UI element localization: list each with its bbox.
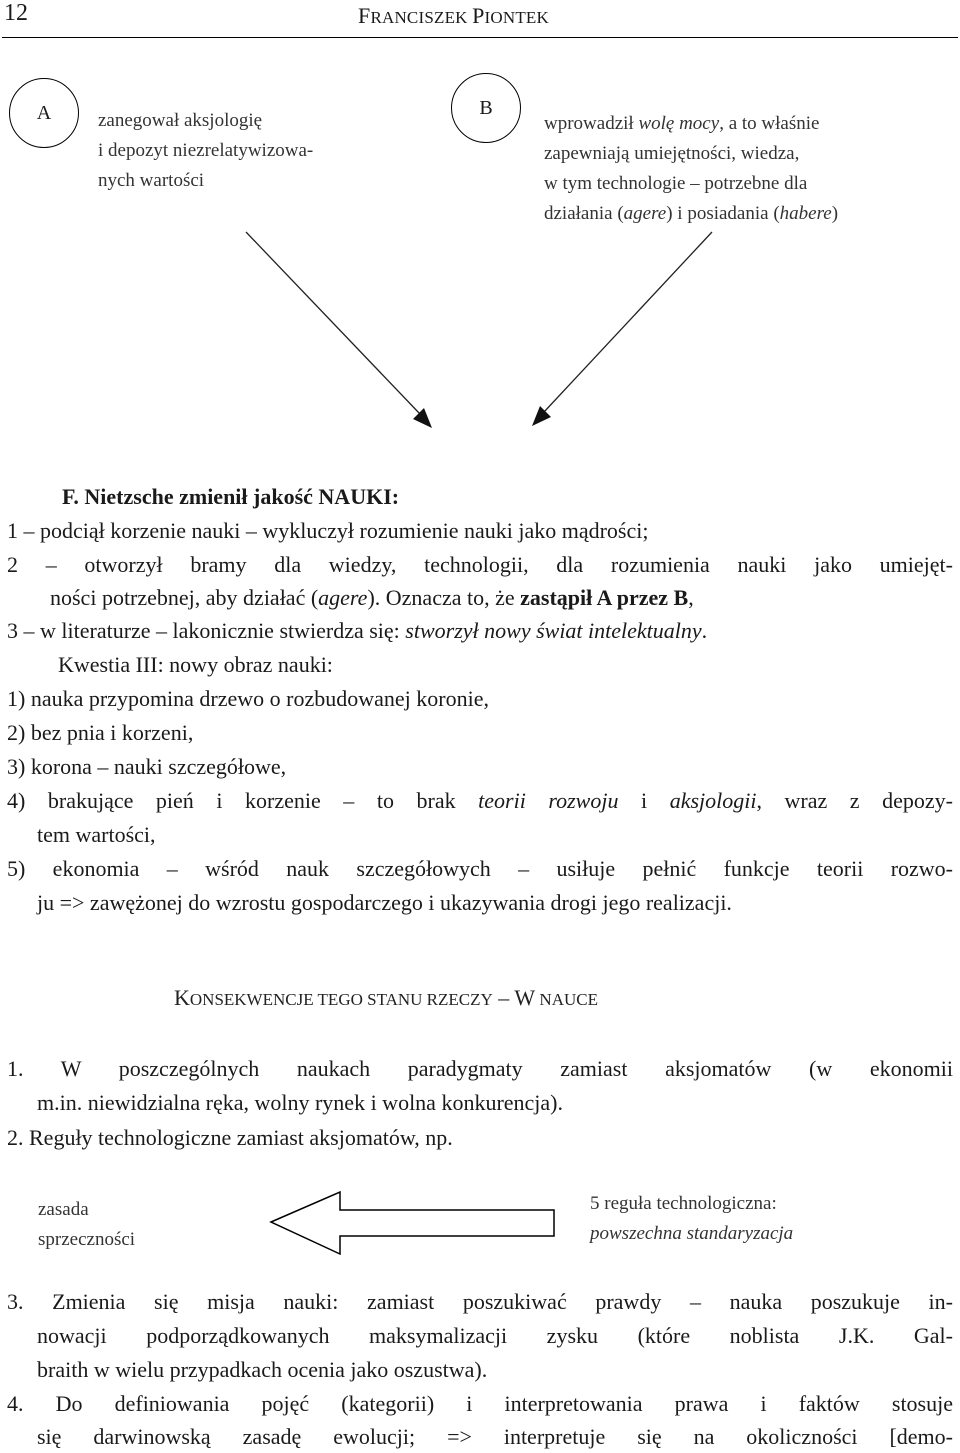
body-agere: agere	[318, 585, 368, 610]
rule-right-title: 5 reguła technologiczna:	[590, 1193, 777, 1214]
arrow-from-a	[246, 232, 432, 428]
point-3: 3. Zmienia się misja nauki: zamiast poszukiwać prawdy – nauka poszukuje in-	[7, 1289, 953, 1314]
kwestia-item-4-cont: tem wartości,	[37, 822, 156, 847]
note-b-text: w tym technologie – potrzebne dla	[544, 173, 808, 194]
body-text: 3 – w literaturze – lakonicznie stwierdza się:	[7, 618, 406, 643]
body-zastapil: zastąpił A przez B	[520, 585, 689, 610]
note-b-agere: agere	[623, 203, 667, 224]
note-b-text: ) i posiadania (	[666, 203, 780, 224]
rule-left-note: zasada sprzeczności	[38, 1199, 136, 1250]
running-head-initial-1: F	[358, 3, 371, 28]
point-4: 4. Do definiowania pojęć (kategorii) i interpretowania prawa i faktów stosuje	[7, 1391, 953, 1416]
point-3-line-3: braith w wielu przypadkach ocenia jako oszustwa).	[37, 1357, 488, 1382]
heading-initial-k: K	[174, 985, 190, 1010]
body-line-1: 1 – podciął korzenie nauki – wykluczył rozumienie nauki jako mądrości;	[7, 518, 649, 543]
heading-dash: –	[492, 985, 515, 1010]
note-a: zanegował aksjologię i depozyt niezrelatywizowa- nych wartości	[98, 110, 314, 191]
rule-right-italic: powszechna standaryzacja	[590, 1223, 794, 1244]
circle-b-label: B	[479, 96, 493, 119]
note-b-wola-mocy: wolę mocy	[638, 113, 720, 134]
point-3-line-2: nowacji podporządkowanych maksymalizacji zysku (które noblista J.K. Gal-	[37, 1323, 953, 1348]
note-b-text: )	[831, 203, 839, 224]
body-text: ,	[688, 585, 694, 610]
note-b-habere: habere	[779, 203, 832, 224]
diagram-arrows	[0, 0, 960, 460]
kwestia-item-2: 2) bez pnia i korzeni,	[7, 720, 194, 745]
arrow-from-b	[532, 232, 712, 426]
body-aksjologii: aksjologii	[669, 788, 757, 813]
body-line-3	[50, 581, 694, 614]
rule-right-note	[590, 1189, 793, 1249]
body-text: ). Oznacza to, że	[367, 585, 521, 610]
kwestia-item-4	[7, 784, 953, 817]
running-head-rest-1: RANCISZEK	[370, 8, 473, 27]
body-teorii-rozwoju: teorii rozwoju	[478, 788, 619, 813]
body-nowy-swiat: stworzył nowy świat intelektualny	[405, 618, 702, 643]
body-text: .	[701, 618, 708, 643]
point-4-line-2: się darwinowską zasadę ewolucji; => interpretuje się na okoliczności [demo-	[37, 1424, 953, 1449]
point-2: 2. Reguły technologiczne zamiast aksjomatów, np.	[7, 1125, 453, 1150]
kwestia-item-5-cont: ju => zawężonej do wzrostu gospodarczego i ukazywania drogi jego realizacji.	[37, 890, 732, 915]
kwestia-item-5: 5) ekonomia – wśród nauk szczegółowych – usiłuje pełnić funkcje teorii rozwo-	[7, 856, 953, 881]
heading-initial-w: W	[514, 985, 536, 1010]
body-text: 4) brakujące pień i korzenie – to brak	[7, 788, 479, 813]
note-b-text: , a to właśnie	[719, 113, 820, 134]
body-text: ności potrzebnej, aby działać (	[50, 585, 319, 610]
konsekwencje-heading	[174, 985, 598, 1011]
heading-rest-w: NAUCE	[535, 990, 598, 1009]
body-line-4	[7, 614, 707, 647]
nietzsche-heading: F. Nietzsche zmienił jakość NAUKI:	[62, 484, 400, 509]
running-head-rest-2: IONTEK	[484, 8, 549, 27]
circle-a-label: A	[36, 101, 52, 124]
body-text: i	[618, 788, 670, 813]
note-b-text: wprowadził	[544, 113, 639, 134]
body-text: , wraz z depozy-	[756, 788, 953, 813]
point-1-cont: m.in. niewidzialna ręka, wolny rynek i wolna konkurencja).	[37, 1090, 564, 1115]
kwestia-item-3: 3) korona – nauki szczegółowe,	[7, 754, 287, 779]
note-b-text: działania (	[544, 203, 624, 224]
note-b-text: zapewniają umiejętności, wiedza,	[544, 143, 800, 164]
body-line-2: 2 – otworzył bramy dla wiedzy, technologii, dla rozumienia nauki jako umiejęt-	[7, 552, 953, 577]
point-1: 1. W poszczególnych naukach paradygmaty zamiast aksjomatów (w ekonomii	[7, 1056, 953, 1081]
page-number: 12	[4, 0, 28, 26]
kwestia-item-1: 1) nauka przypomina drzewo o rozbudowanej koronie,	[7, 686, 490, 711]
left-block-arrow	[262, 1190, 562, 1270]
running-head-initial-2: P	[472, 3, 485, 28]
kwestia-heading: Kwestia III: nowy obraz nauki:	[58, 652, 333, 677]
heading-rest-k: ONSEKWENCJE TEGO STANU RZECZY	[189, 990, 493, 1009]
